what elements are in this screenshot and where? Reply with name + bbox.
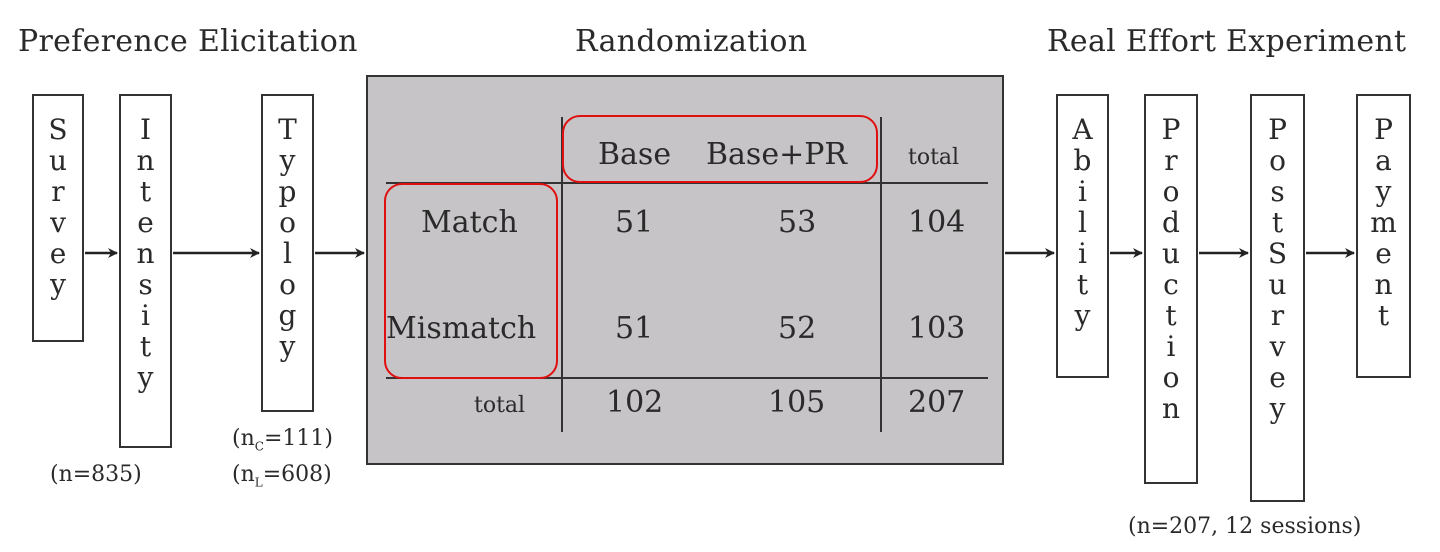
stage-letter: t xyxy=(1377,299,1390,332)
stage-letter: o xyxy=(279,268,296,301)
stage-letter: v xyxy=(1269,330,1286,363)
row-label-match: Match xyxy=(421,205,518,240)
note-n-l: $(n_L=608)$ xyxy=(232,462,332,490)
cell-match-total: 104 xyxy=(908,205,966,240)
stage-letter: e xyxy=(137,206,154,239)
stage-letter: l xyxy=(1078,206,1087,239)
stage-letter: e xyxy=(49,237,67,270)
stage-letter: i xyxy=(141,299,150,332)
stage-letter: i xyxy=(1078,237,1087,270)
heading-real-effort-experiment: Real Effort Experiment xyxy=(1047,24,1407,59)
stage-letter: i xyxy=(1166,330,1176,363)
stage-letter: A xyxy=(1072,113,1093,146)
heading-randomization: Randomization xyxy=(575,24,808,59)
stage-letter: P xyxy=(1268,113,1287,146)
stage-letter: I xyxy=(139,113,152,146)
stage-letter: o xyxy=(1162,175,1180,208)
stage-letter: o xyxy=(1162,361,1180,394)
stage-letter: P xyxy=(1374,113,1393,146)
stage-letter: d xyxy=(1162,206,1180,239)
heading-preference-elicitation: Preference Elicitation xyxy=(18,24,358,59)
stage-letter: o xyxy=(279,206,296,239)
cell-match-base-pr: 53 xyxy=(778,205,817,240)
stage-letter: y xyxy=(1375,175,1392,208)
stage-letter: r xyxy=(1270,299,1285,332)
stage-letter: p xyxy=(278,175,297,208)
stage-letter: t xyxy=(1165,299,1177,332)
note-sessions: (n=207, 12 sessions) xyxy=(1128,514,1362,539)
stage-letter: u xyxy=(48,144,68,177)
col-header-base: Base xyxy=(598,137,672,172)
stage-letter: g xyxy=(278,299,297,332)
stage-letter: s xyxy=(1270,175,1285,208)
stage-letter: n xyxy=(1374,268,1393,301)
cell-total-base-pr: 105 xyxy=(768,385,826,420)
stage-letter: P xyxy=(1161,113,1181,146)
cell-mismatch-total: 103 xyxy=(908,311,966,346)
cell-match-base: 51 xyxy=(615,205,654,240)
stage-letter: l xyxy=(283,237,292,270)
stage-letter: t xyxy=(1076,268,1089,301)
stage-letter: n xyxy=(1161,392,1181,425)
row-label-mismatch: Mismatch xyxy=(386,311,537,346)
stage-letter: m xyxy=(1370,206,1397,239)
stage-letter: u xyxy=(1268,268,1287,301)
stage-letter: y xyxy=(137,361,154,394)
col-header-total: total xyxy=(908,145,960,170)
cell-mismatch-base: 51 xyxy=(615,311,654,346)
cell-total-total: 207 xyxy=(908,385,966,420)
stage-letter: y xyxy=(279,144,296,177)
stage-letter: t xyxy=(139,330,152,363)
stage-letter: n xyxy=(136,237,155,270)
stage-letter: b xyxy=(1073,144,1092,177)
stage-letter: u xyxy=(1161,237,1181,270)
row-label-total: total xyxy=(474,393,526,418)
stage-letter: a xyxy=(1375,144,1392,177)
stage-letter: v xyxy=(50,206,66,239)
stage-letter: S xyxy=(1267,237,1288,270)
stage-letter: y xyxy=(50,268,66,301)
stage-letter: y xyxy=(279,330,296,363)
stage-letter: r xyxy=(51,175,65,208)
stage-letter: i xyxy=(1078,175,1087,208)
col-header-base-pr: Base+PR xyxy=(706,137,847,172)
note-n-c: $(n_C=111)$ xyxy=(232,426,333,454)
stage-letter: r xyxy=(1164,144,1178,177)
stage-letter: S xyxy=(48,113,68,146)
stage-letter: e xyxy=(1269,361,1286,394)
stage-letter: y xyxy=(1074,299,1091,332)
cell-mismatch-base-pr: 52 xyxy=(778,311,817,346)
stage-letter: y xyxy=(1269,392,1286,425)
note-n-total: (n=835) xyxy=(50,462,142,487)
cell-total-base: 102 xyxy=(606,385,664,420)
stage-letter: o xyxy=(1269,144,1286,177)
stage-letter: c xyxy=(1163,268,1179,301)
stage-letter: t xyxy=(1271,206,1284,239)
stage-letter: T xyxy=(278,113,297,146)
stage-letter: t xyxy=(139,175,152,208)
stage-letter: n xyxy=(136,144,155,177)
stage-letter: e xyxy=(1375,237,1392,270)
stage-letter: s xyxy=(138,268,153,301)
